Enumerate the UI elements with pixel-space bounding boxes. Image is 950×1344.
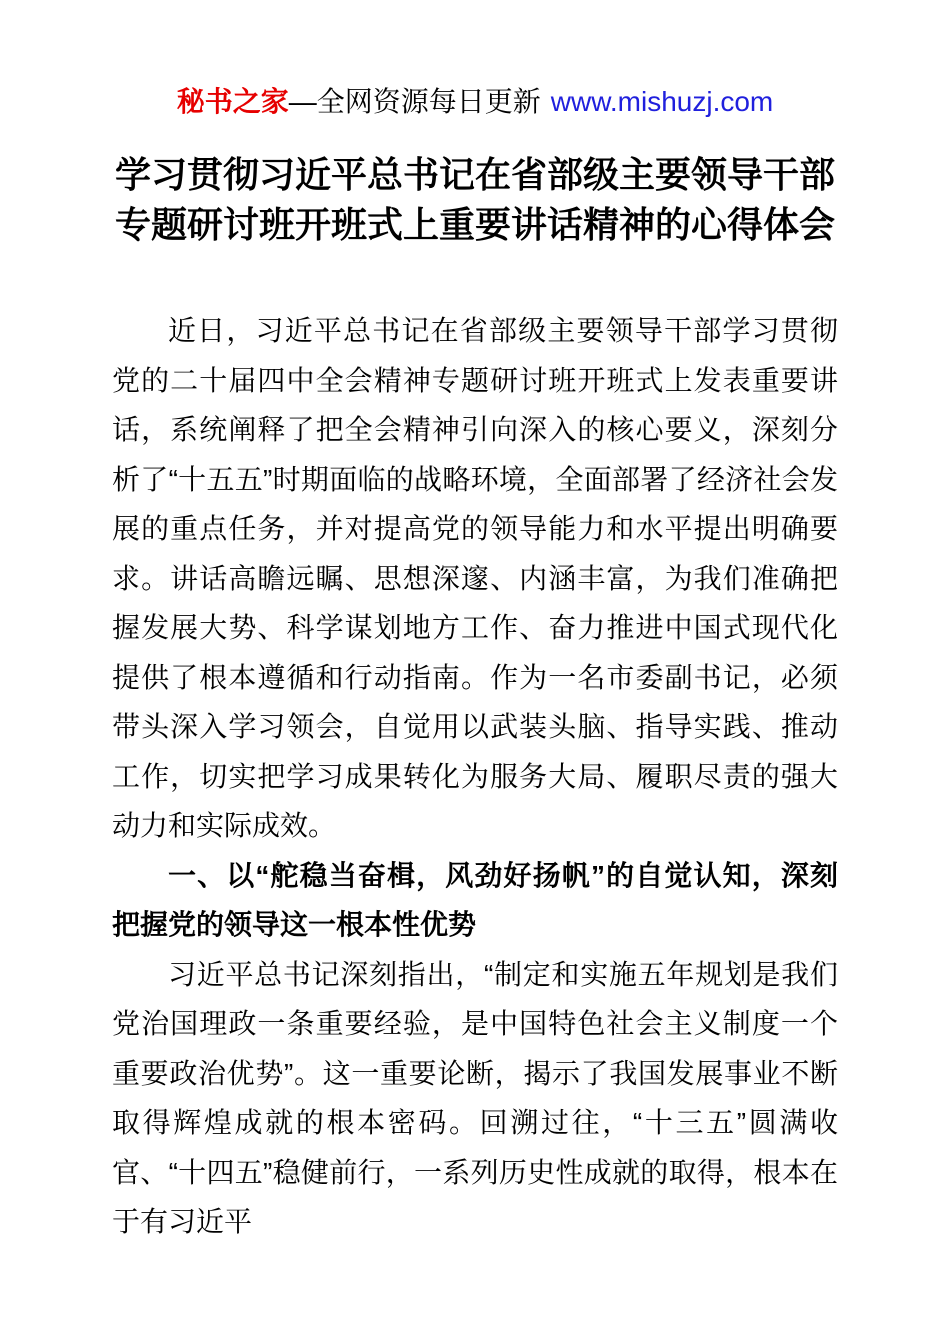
site-url[interactable]: www.mishuzj.com [550, 86, 774, 117]
paragraph-intro: 近日，习近平总书记在省部级主要领导干部学习贯彻党的二十届四中全会精神专题研讨班开班式上发表重要讲话，系统阐释了把全会精神引向深入的核心要义，深刻分析了“十五五”时期面临的战略环境，全面部署了经济社会发展的重点任务，并对提高党的领导能力和水平提出明确要求。讲话高瞻远瞩、思想深邃、内涵丰富，为我们准确把握发展大势、科学谋划地方工作、奋力推进中国式现代化提供了根本遵循和行动指南。作为一名市委副书记，必须带头深入学习领会，自觉用以武装头脑、指导实践、推动工作，切实把学习成果转化为服务大局、履职尽责的强大动力和实际成效。 [112, 315, 838, 841]
paragraph-section-1: 习近平总书记深刻指出，“制定和实施五年规划是我们党治国理政一条重要经验，是中国特色社会主义制度一个重要政治优势”。这一重要论断，揭示了我国发展事业不断取得辉煌成就的根本密码。回溯过往，“十三五”圆满收官、“十四五”稳健前行，一系列历史性成就的取得，根本在于有习近平 [112, 958, 838, 1237]
document-body [112, 306, 838, 1247]
header-dash: — [288, 86, 317, 117]
site-brand: 秘书之家 [176, 86, 289, 117]
document-title-line-2: 专题研讨班开班式上重要讲话精神的心得体会 [114, 204, 835, 245]
site-header [0, 0, 950, 120]
site-tagline: 全网资源每日更新 [316, 86, 541, 117]
section-heading-1: 一、以“舵稳当奋楫，风劲好扬帆”的自觉认知，深刻把握党的领导这一根本性优势 [112, 859, 838, 940]
document-title-line-1: 学习贯彻习近平总书记在省部级主要领导干部 [114, 154, 835, 195]
document-title [0, 150, 950, 250]
